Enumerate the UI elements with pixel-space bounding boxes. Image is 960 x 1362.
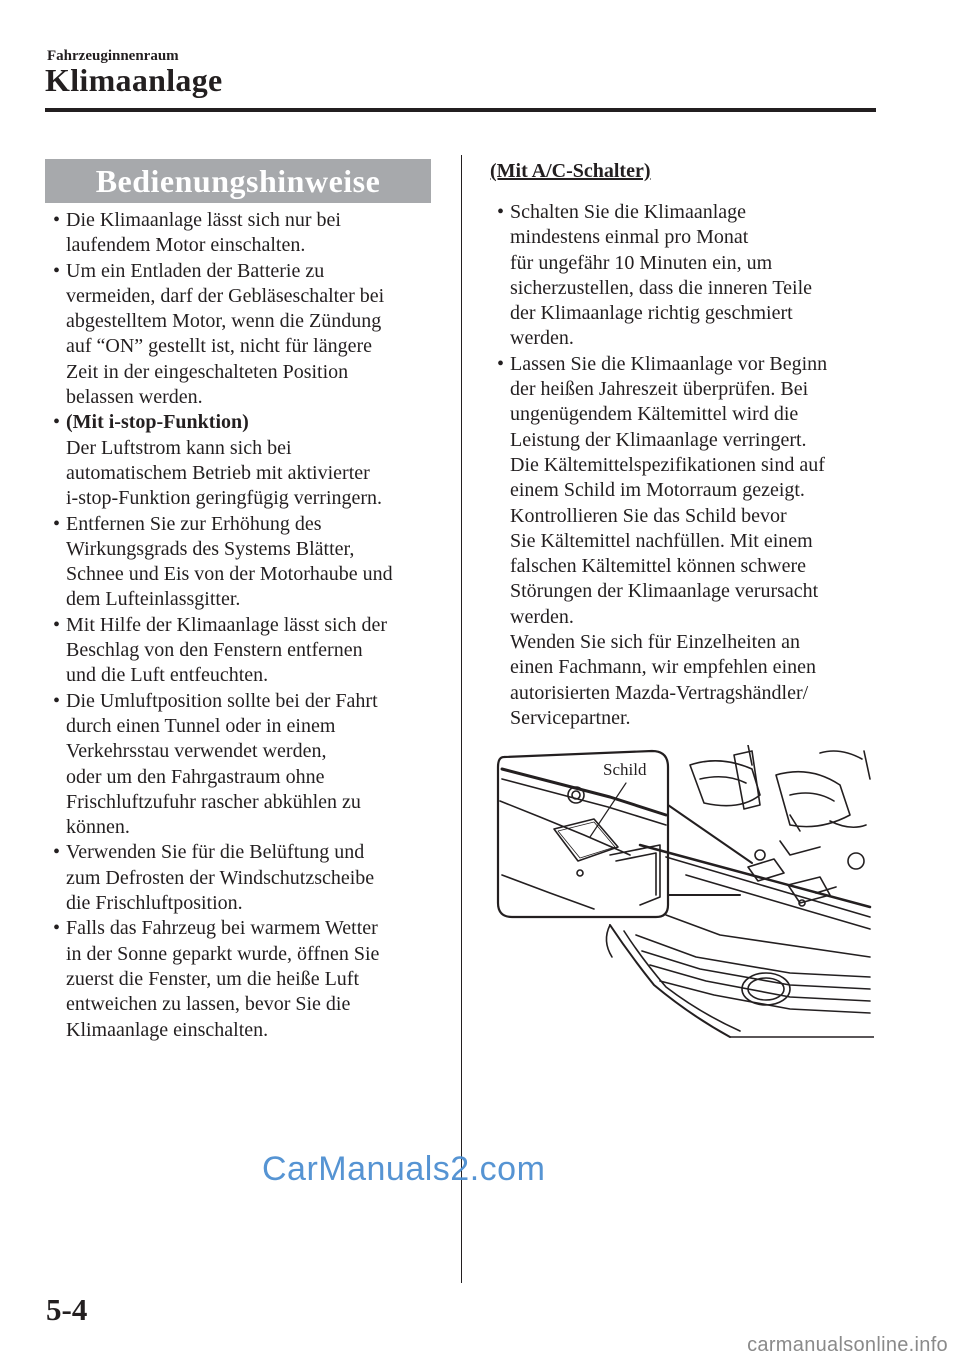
bullet-line: die Frischluftposition.	[66, 892, 243, 915]
bullet-line: können.	[66, 816, 130, 839]
bullet-line: werden.	[510, 327, 574, 350]
bullet-line: der Klimaanlage richtig geschmiert	[510, 302, 793, 325]
bullet-dot-icon: •	[53, 411, 61, 434]
bullet-line: oder um den Fahrgastraum ohne	[66, 765, 325, 788]
page-title: Klimaanlage	[45, 62, 223, 98]
bullet-line: Klimaanlage einschalten.	[66, 1018, 269, 1041]
bullet-line: Schnee und Eis von der Motorhaube und	[66, 563, 393, 586]
schild-callout-label: Schild	[603, 760, 647, 779]
bullet-dot-icon: •	[497, 201, 505, 223]
watermark-logo: CarManuals2.com	[262, 1150, 546, 1188]
bullet-dot-icon: •	[53, 209, 61, 231]
bullet-item	[48, 512, 438, 613]
bullet-line: vermeiden, darf der Gebläseschalter bei	[66, 284, 385, 307]
bullet-line: Schalten Sie die Klimaanlage	[510, 201, 747, 223]
bullet-line: Verwenden Sie für die Belüftung und	[66, 841, 365, 864]
bullet-item	[48, 916, 438, 1042]
bullet-line: Um ein Entladen der Batterie zu	[66, 259, 325, 282]
bullet-line: laufendem Motor einschalten.	[66, 234, 306, 257]
header-section-label: Fahrzeuginnenraum	[47, 48, 179, 64]
bullet-line: zuerst die Fenster, um die heiße Luft	[66, 967, 359, 990]
bullet-line: Wirkungsgrads des Systems Blätter,	[66, 537, 355, 560]
bullet-line: automatischem Betrieb mit aktivierter	[66, 461, 370, 484]
bullet-line: für ungefähr 10 Minuten ein, um	[510, 251, 773, 274]
bullet-item	[48, 410, 438, 511]
bullet-item	[48, 208, 438, 259]
bullet-line: Entfernen Sie zur Erhöhung des	[66, 512, 322, 535]
bullet-line: der heißen Jahreszeit überprüfen. Bei	[510, 378, 809, 401]
left-bullet-list	[48, 208, 438, 1043]
bullet-line: Die Kältemittelspezifikationen sind auf	[510, 453, 825, 476]
bullet-line: Sie Kältemittel nachfüllen. Mit einem	[510, 529, 813, 552]
bullet-dot-icon: •	[53, 512, 61, 535]
bullet-line: Wenden Sie sich für Einzelheiten an	[510, 631, 800, 654]
bullet-line: sicherzustellen, dass die inneren Teile	[510, 276, 813, 299]
bullet-line: einen Fachmann, wir empfehlen einen	[510, 656, 816, 679]
bullet-heading: (Mit i-stop-Funktion)	[66, 411, 249, 434]
page-number: 5-4	[46, 1292, 88, 1327]
bullet-dot-icon: •	[497, 352, 505, 375]
bullet-line: auf “ON” gestellt ist, nicht für längere	[66, 335, 372, 358]
right-column	[492, 200, 877, 731]
bullet-item	[492, 200, 877, 352]
section-banner: Bedienungshinweise	[45, 159, 431, 203]
bullet-line: dem Lufteinlassgitter.	[66, 588, 241, 611]
bullet-line: Leistung der Klimaanlage verringert.	[510, 428, 807, 451]
bullet-line: Servicepartner.	[510, 706, 631, 729]
bullet-line: Frischluftzufuhr rascher abkühlen zu	[66, 790, 361, 813]
bullet-line: ungenügendem Kältemittel wird die	[510, 403, 799, 426]
bullet-dot-icon: •	[53, 259, 61, 282]
bullet-dot-icon: •	[53, 689, 61, 712]
bullet-line: zum Defrosten der Windschutzscheibe	[66, 866, 375, 889]
bullet-item	[48, 259, 438, 411]
bullet-line: Zeit in der eingeschalteten Position	[66, 360, 349, 383]
bullet-line: Verkehrsstau verwendet werden,	[66, 740, 327, 763]
bullet-line: i-stop-Funktion geringfügig verringern.	[66, 487, 383, 510]
column-divider	[461, 155, 462, 1283]
bullet-line: falschen Kältemittel können schwere	[510, 555, 806, 578]
bullet-dot-icon: •	[53, 841, 61, 864]
bullet-item	[48, 613, 438, 689]
bullet-line: und die Luft entfeuchten.	[66, 664, 269, 687]
bullet-dot-icon: •	[53, 613, 61, 636]
right-bullet-list	[492, 200, 877, 731]
engine-compartment-illustration	[490, 745, 874, 1040]
bullet-line: werden.	[510, 605, 574, 628]
bullet-line: Störungen der Klimaanlage verursacht	[510, 580, 819, 603]
bullet-item	[48, 840, 438, 916]
bullet-line: belassen werden.	[66, 386, 203, 409]
right-subheading: (Mit A/C-Schalter)	[490, 160, 651, 182]
bullet-dot-icon: •	[53, 917, 61, 940]
bullet-line: in der Sonne geparkt wurde, öffnen Sie	[66, 942, 380, 965]
bullet-line: durch einen Tunnel oder in einem	[66, 714, 336, 737]
left-column	[48, 208, 438, 1043]
header-divider	[45, 108, 876, 112]
bullet-line: Die Klimaanlage lässt sich nur bei	[66, 209, 341, 231]
bullet-line: einem Schild im Motorraum gezeigt.	[510, 479, 805, 502]
bullet-line: Die Umluftposition sollte bei der Fahrt	[66, 689, 378, 712]
bullet-line: Der Luftstrom kann sich bei	[66, 436, 292, 459]
footer-url: carmanualsonline.info	[747, 1334, 948, 1356]
bullet-line: Kontrollieren Sie das Schild bevor	[510, 504, 787, 527]
bullet-line: Falls das Fahrzeug bei warmem Wetter	[66, 917, 378, 940]
bullet-line: mindestens einmal pro Monat	[510, 226, 749, 249]
bullet-line: Lassen Sie die Klimaanlage vor Beginn	[510, 352, 828, 375]
bullet-line: entweichen zu lassen, bevor Sie die	[66, 993, 351, 1016]
bullet-line: Mit Hilfe der Klimaanlage lässt sich der	[66, 613, 388, 636]
bullet-line: Beschlag von den Fenstern entfernen	[66, 639, 363, 662]
bullet-item	[48, 689, 438, 841]
bullet-line: abgestelltem Motor, wenn die Zündung	[66, 310, 382, 333]
bullet-line: autorisierten Mazda-Vertragshändler/	[510, 681, 809, 704]
bullet-item	[492, 352, 877, 731]
